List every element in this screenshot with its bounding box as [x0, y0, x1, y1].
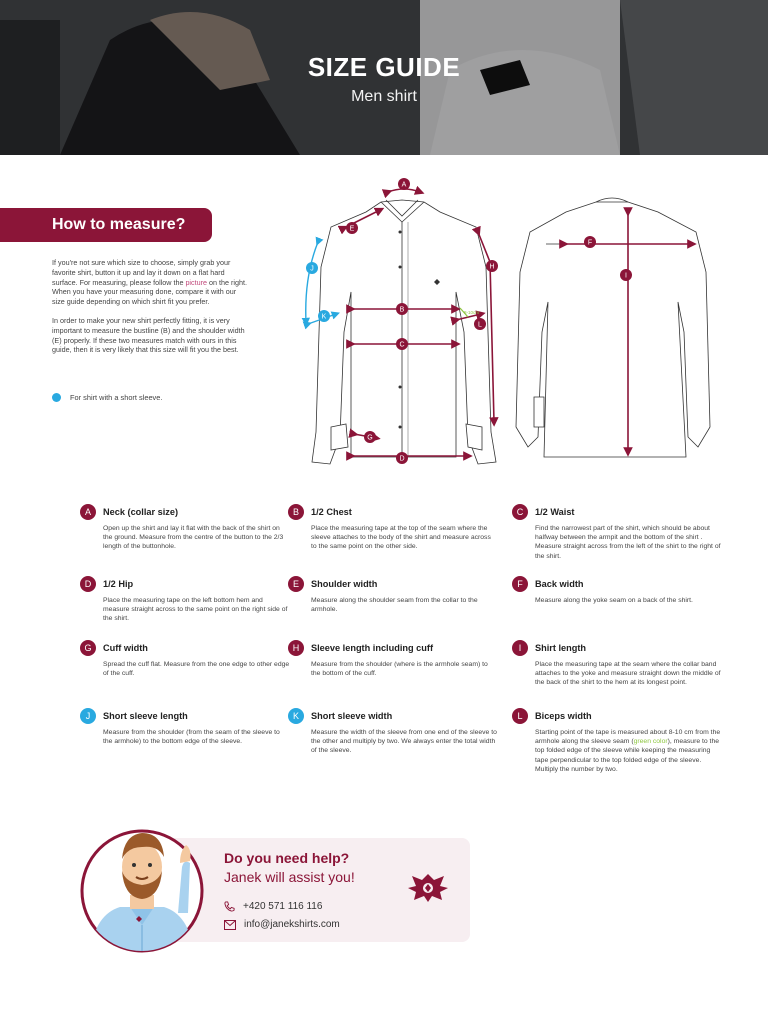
measure-biceps — [512, 708, 722, 774]
short-sleeve-legend — [52, 393, 162, 402]
hero-banner — [0, 0, 768, 155]
biceps-desc-after: ), measure to the top folded edge of the sleeve while keeping the measuring tape perpendicular to the top folded edge of the sleeve. Multiply the number by two. — [535, 738, 720, 773]
measure-waist — [512, 504, 722, 561]
measure-desc: Measure along the yoke seam on a back of the shirt. — [535, 597, 693, 604]
svg-text:K: K — [321, 313, 327, 321]
legend-label: For shirt with a short sleeve. — [70, 393, 163, 402]
measure-title: Back width — [535, 579, 584, 589]
badge-a: A — [80, 504, 96, 520]
svg-text:L: L — [478, 321, 482, 329]
svg-text:H: H — [489, 263, 495, 271]
measure-title: Neck (collar size) — [103, 507, 179, 517]
badge-g: G — [80, 640, 96, 656]
svg-text:G: G — [367, 434, 373, 442]
svg-text:E: E — [349, 225, 355, 233]
svg-text:C: C — [399, 341, 405, 349]
biceps-desc-green: green color — [633, 738, 668, 746]
badge-b: B — [288, 504, 304, 520]
phone-icon — [224, 901, 235, 912]
measure-title: Shoulder width — [311, 579, 378, 589]
email-address: info@janekshirts.com — [244, 919, 340, 930]
badge-d: D — [80, 576, 96, 592]
front-shirt — [312, 200, 496, 464]
measure-desc: Find the narrowest part of the shirt, which should be about halfway between the armpit and the bottom of the shirt . Measure straight across from the left of the shirt to the right of the shirt. — [535, 525, 721, 560]
measure-desc: Place the measuring tape at the seam where the collar band attaches to the yoke and measure straight down the middle of the back of the shirt to the hem at its longest point. — [535, 661, 721, 687]
label-d — [396, 452, 408, 464]
badge-i: I — [512, 640, 528, 656]
label-g — [364, 431, 376, 443]
measure-desc: Place the measuring tape at the top of the seam where the sleeve attaches to the body of the shirt and measure across to the same point on the other side. — [311, 525, 491, 551]
badge-c: C — [512, 504, 528, 520]
measure-desc: Measure from the shoulder (from the seam of the sleeve to the armhole) to the bottom edge of the sleeve. — [103, 729, 280, 746]
measure-back — [512, 576, 722, 605]
measure-cuff — [80, 640, 290, 678]
measure-chest — [288, 504, 498, 552]
svg-text:F: F — [587, 239, 593, 247]
badge-e: E — [288, 576, 304, 592]
svg-text:B: B — [399, 306, 405, 314]
measure-shoulder — [288, 576, 498, 614]
email-link[interactable] — [224, 919, 340, 930]
picture-link[interactable]: picture — [185, 277, 208, 287]
measure-title: 1/2 Waist — [535, 507, 575, 517]
measure-desc: Place the measuring tape on the left bottom hem and measure straight across to the same point on the right side of the shirt. — [103, 597, 288, 623]
badge-j: J — [80, 708, 96, 724]
measure-title: Sleeve length including cuff — [311, 643, 434, 653]
measure-title: Short sleeve length — [103, 711, 188, 721]
page-title: SIZE GUIDE — [307, 52, 461, 82]
intro-paragraph-2: In order to make your new shirt perfectly fitting, it is very important to measure the bustline (B) and the shoulder width (E) properly. If these two measures match with ours in this guide, then it is very likely that this size will fit you the best. — [52, 315, 245, 355]
label-a — [398, 178, 410, 190]
badge-h: H — [288, 640, 304, 656]
label-h — [486, 260, 498, 272]
help-subtitle: Janek will assist you! — [224, 869, 355, 885]
shirt-diagram — [296, 172, 736, 482]
label-b — [396, 303, 408, 315]
label-l — [474, 318, 486, 330]
label-i — [620, 269, 632, 281]
badge-l: L — [512, 708, 528, 724]
label-f — [584, 236, 596, 248]
measure-hip — [80, 576, 290, 624]
measure-title: 1/2 Chest — [311, 507, 352, 517]
svg-text:I: I — [625, 272, 627, 280]
measure-title: Short sleeve width — [311, 711, 393, 721]
brand-logo-icon — [406, 872, 450, 904]
badge-f: F — [512, 576, 528, 592]
how-to-measure-heading: How to measure? — [0, 208, 212, 242]
phone-link[interactable] — [224, 901, 322, 912]
measure-sleeve-length — [288, 640, 498, 678]
page-subtitle: Men shirt — [351, 88, 417, 105]
measure-desc: Measure from the shoulder (where is the armhole seam) to the bottom of the cuff. — [311, 661, 488, 678]
biceps-note: 8-10cm — [464, 310, 480, 315]
label-e — [346, 222, 358, 234]
measure-title: 1/2 Hip — [103, 579, 134, 589]
svg-text:A: A — [401, 181, 407, 189]
measure-shirt-length — [512, 640, 722, 688]
intro-p1-before: If you're not sure which size to choose, simply grab your favorite shirt, button it up and lay it down on a flat hard surface. For measuring, please follow the — [52, 258, 231, 287]
measure-title: Shirt length — [535, 643, 587, 653]
intro-paragraph-1 — [52, 258, 248, 307]
label-j — [306, 262, 318, 274]
measure-title: Biceps width — [535, 711, 592, 721]
help-title: Do you need help? — [224, 850, 350, 866]
measure-desc: Open up the shirt and lay it flat with the back of the shirt on the ground. Measure from the centre of the button to the 2/3 length of the buttonhole. — [103, 525, 284, 551]
svg-text:J: J — [310, 265, 314, 273]
measure-desc — [535, 728, 722, 774]
assistant-avatar — [80, 815, 204, 955]
label-k — [318, 310, 330, 322]
svg-text:D: D — [399, 455, 405, 463]
badge-k: K — [288, 708, 304, 724]
mail-icon — [224, 920, 236, 930]
label-c — [396, 338, 408, 350]
phone-number: +420 571 116 116 — [243, 901, 323, 912]
biceps-desc-before: Starting point of the tape is measured about 8-10 cm from the armhole along the sleeve seam ( — [535, 729, 721, 746]
blue-dot-icon — [52, 393, 61, 402]
measure-desc: Measure along the shoulder seam from the collar to the armhole. — [311, 597, 478, 614]
measure-short-sleeve-length — [80, 708, 290, 746]
intro-p1-after: on the right. When you have your measuring done, compare it with our size guide depending on which shirt fit you prefer. — [52, 277, 247, 307]
back-shirt — [516, 198, 710, 457]
measure-desc: Measure the width of the sleeve from one end of the sleeve to the other and multiply by two. We always enter the total width of the sleeve. — [311, 729, 497, 755]
measure-desc: Spread the cuff flat. Measure from the one edge to other edge of the cuff. — [103, 661, 290, 678]
measure-title: Cuff width — [103, 643, 148, 653]
measure-neck — [80, 504, 290, 552]
measure-short-sleeve-width — [288, 708, 498, 756]
intro-text — [52, 258, 248, 364]
